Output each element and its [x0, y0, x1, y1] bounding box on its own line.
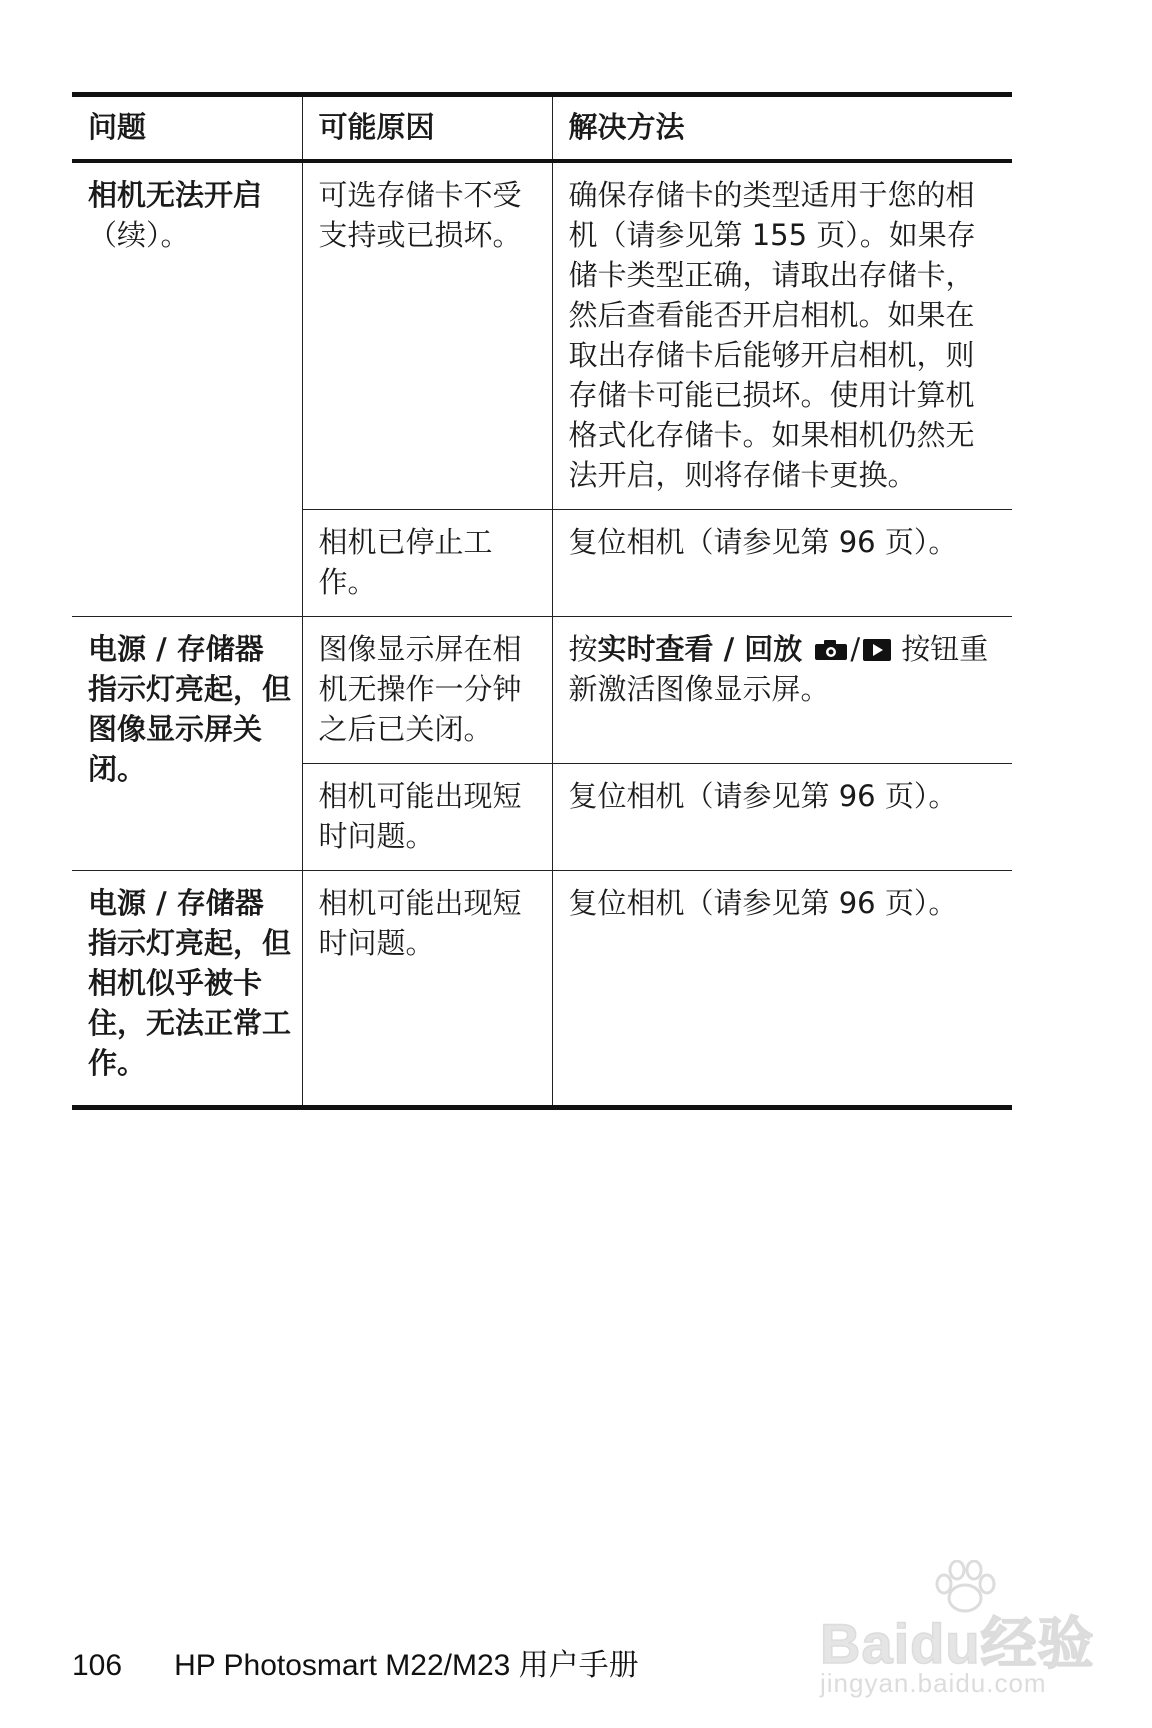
- solution-prefix: 按: [568, 632, 598, 666]
- cause-cell: 相机已停止工作。: [302, 510, 552, 617]
- watermark-logo: Baidu经验: [820, 1612, 1095, 1675]
- table-row: [72, 617, 1012, 764]
- watermark: [820, 1560, 1100, 1700]
- solution-cell: [552, 617, 1012, 764]
- page-footer: [72, 1640, 639, 1684]
- header-problem: 问题: [72, 95, 302, 162]
- manual-title: HP Photosmart M22/M23 用户手册: [174, 1649, 639, 1682]
- cause-cell: 相机可能出现短时问题。: [302, 764, 552, 871]
- play-icon: [862, 632, 892, 656]
- solution-cell: 复位相机（请参见第 96 页）。: [552, 764, 1012, 871]
- troubleshooting-table: [72, 92, 1012, 1110]
- solution-cell: 复位相机（请参见第 96 页）。: [552, 510, 1012, 617]
- cause-cell: 相机可能出现短时问题。: [302, 871, 552, 1108]
- problem-cell: 电源 / 存储器指示灯亮起，但图像显示屏关闭。: [72, 617, 302, 871]
- table-row: [72, 161, 1012, 510]
- problem-text: 相机无法开启: [88, 178, 263, 212]
- cause-cell: 可选存储卡不受支持或已损坏。: [302, 161, 552, 510]
- table-header-row: [72, 95, 1012, 162]
- header-cause: 可能原因: [302, 95, 552, 162]
- problem-cell: 电源 / 存储器指示灯亮起，但相机似乎被卡住，无法正常工作。: [72, 871, 302, 1108]
- icon-separator: /: [850, 632, 861, 666]
- solution-suffix: 按钮重新激活图像显示屏。: [568, 632, 989, 706]
- watermark-url: jingyan.baidu.com: [820, 1668, 1047, 1698]
- cause-cell: 图像显示屏在相机无操作一分钟之后已关闭。: [302, 617, 552, 764]
- page-number: 106: [72, 1649, 123, 1682]
- problem-continued: （续）。: [88, 218, 190, 252]
- header-solution: 解决方法: [552, 95, 1012, 162]
- problem-cell: [72, 161, 302, 617]
- camera-icon: [814, 631, 848, 653]
- solution-button-name: 实时查看 / 回放: [597, 632, 803, 666]
- solution-cell: 复位相机（请参见第 96 页）。: [552, 871, 1012, 1108]
- solution-cell: 确保存储卡的类型适用于您的相机（请参见第 155 页）。如果存储卡类型正确，请取出存储卡，然后查看能否开启相机。如果在取出存储卡后能够开启相机，则存储卡可能已损坏。使用计算机格式化存储卡。如果相机仍然无法开启，则将存储卡更换。: [552, 161, 1012, 510]
- table-row: [72, 871, 1012, 1108]
